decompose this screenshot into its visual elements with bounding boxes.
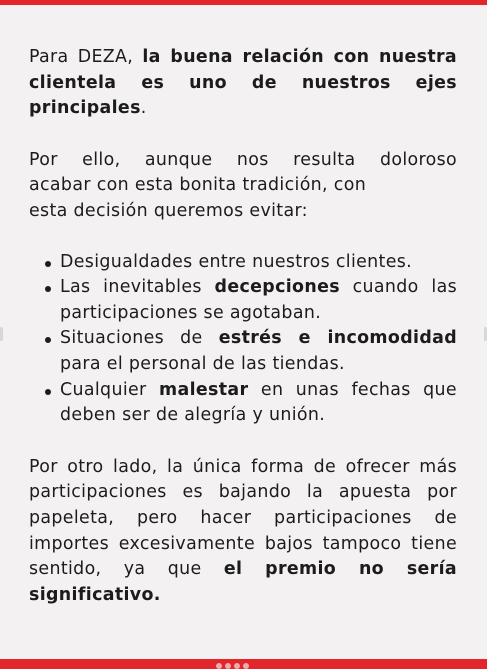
carousel-dot[interactable]: [234, 663, 240, 669]
intro-paragraph: [29, 45, 457, 122]
list-item-bold: malestar: [159, 379, 249, 400]
top-accent-bar: [0, 0, 487, 5]
closing-text: Por otro lado, la única forma de ofrecer más participaciones es bajando la apuesta por papeleta, pero hacer participaciones de importes excesivamente bajos tampoco tiene sentido, ya que: [29, 456, 457, 580]
carousel-dots: [216, 663, 249, 669]
carousel-dot[interactable]: [225, 663, 231, 669]
list-item: [60, 326, 457, 377]
reason-paragraph: [29, 148, 457, 225]
slide-text: [29, 45, 457, 608]
reason-line-1: Por ello, aunque nos resulta doloroso: [29, 149, 457, 170]
list-item-text: Las inevitables: [60, 277, 215, 298]
reason-line-2: acabar con esta bonita tradición, con: [29, 175, 367, 196]
list-item: [60, 378, 457, 429]
avoid-list: [29, 250, 457, 429]
list-item-text: Cualquier: [60, 379, 160, 400]
reason-line-3: esta decisión queremos evitar:: [29, 200, 308, 221]
intro-prefix: Para DEZA,: [29, 47, 143, 67]
intro-bold: la buena relación con nuestra clientela es uno de nuestros ejes principales: [29, 47, 458, 119]
list-item-text: Desigualdades entre nuestros clientes.: [60, 251, 413, 272]
closing-paragraph: [29, 455, 457, 609]
closing-bold: el premio no sería significativo.: [29, 559, 457, 605]
list-item-bold: estrés e incomodidad: [218, 328, 457, 349]
list-item-text: cuando las participaciones se agotaban.: [60, 277, 457, 323]
list-item-text: para el personal de las tiendas.: [60, 353, 345, 374]
prev-slide-edge[interactable]: [0, 327, 3, 341]
carousel-dot[interactable]: [243, 663, 249, 669]
list-item-text: en unas fechas que deben ser de alegría y unión.: [60, 379, 457, 426]
carousel-dot[interactable]: [216, 663, 222, 669]
list-item: [60, 250, 457, 276]
list-item-text: Situaciones de: [60, 328, 219, 349]
list-item-bold: decepciones: [214, 277, 340, 298]
list-item: [60, 275, 457, 326]
intro-suffix: .: [140, 98, 147, 119]
